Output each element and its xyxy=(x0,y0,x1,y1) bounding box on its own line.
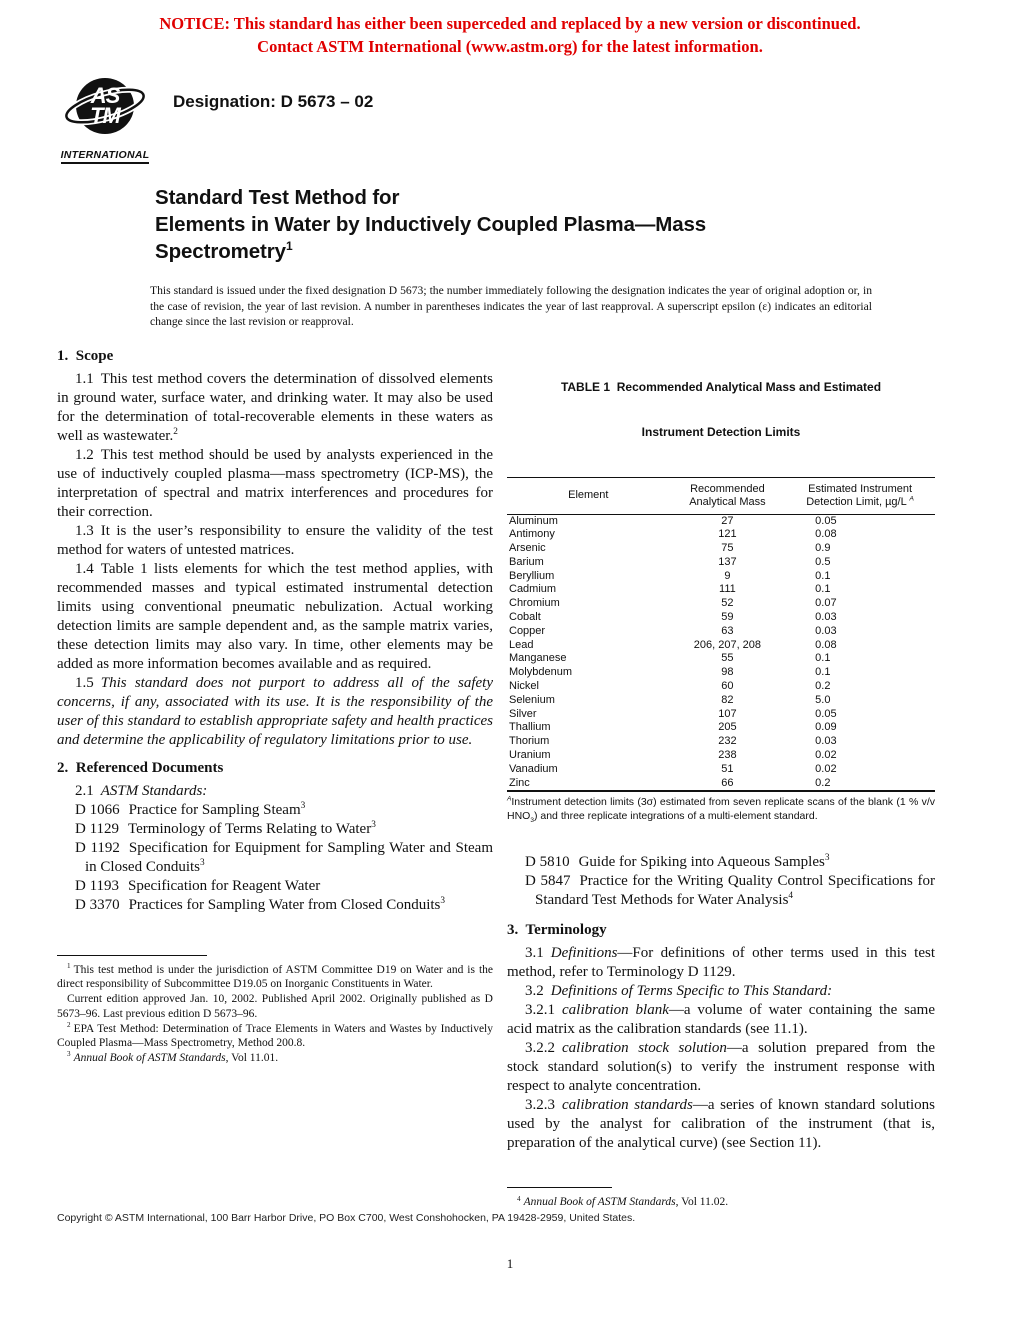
scope-paragraph-1-1: 1.1 This test method covers the determination of dissolved elements in ground water, surface water, and drinking water. It may also be used for the determination of total-recoverable elements in these waters as well as wastewater.$^2$ xyxy=(57,370,493,444)
footnote-ref: 4 xyxy=(788,891,794,902)
table-cell-limit: 0.03 xyxy=(815,611,837,624)
table-cell-limit: 0.03 xyxy=(815,624,837,637)
table-row xyxy=(507,721,935,735)
table-row xyxy=(507,542,935,556)
left-column xyxy=(57,348,493,1211)
footnote-3: $^3$ Annual Book of ASTM Standards, Vol 11.01. xyxy=(67,1050,279,1065)
referenced-subsection: 2.1 ASTM Standards: xyxy=(75,782,208,799)
table-cell-element: Aluminum xyxy=(509,514,558,527)
table-cell-element: Arsenic xyxy=(509,542,546,555)
table-cell-limit: 0.02 xyxy=(815,762,837,775)
issuance-note: This standard is issued under the fixed designation D 5673; the number immediately following the designation indicates the year of original adoption or, in the case of revision, the year of last revision. A number in parentheses indicates the year of last reapproval. A superscript epsilon (ε) indicates an editorial change since the last revision or reapproval. xyxy=(150,284,872,328)
table-row xyxy=(507,570,935,584)
table-row xyxy=(507,708,935,722)
table-footnote: $^A$Instrument detection limits (3σ) estimated from seven replicate scans of the blank (1 % v/v $HNO_3$) and three replicate integrations of a multi-element standard. xyxy=(507,795,935,825)
astm-logo xyxy=(57,76,153,164)
table-cell-element: Antimony xyxy=(509,528,555,541)
table-cell-mass: 205 xyxy=(718,721,737,734)
title-footnote-ref: 1 xyxy=(285,239,293,254)
table-body xyxy=(507,514,935,791)
scope-paragraph-1-5: 1.5 This standard does not purport to address all of the safety concerns, if any, associated with its use. It is the responsibility of the user of this standard to establish appropriate safety and health practices and determine the applicability of regulatory limitations prior to use. xyxy=(57,674,493,748)
table-row xyxy=(507,639,935,653)
table-row xyxy=(507,556,935,570)
footnote-ref: 3 xyxy=(440,895,446,906)
table-cell-limit: 0.1 xyxy=(815,583,831,596)
terminology-item: 3.2 Definitions of Terms Specific to This Standard: xyxy=(525,983,833,1000)
table-cell-limit: 0.05 xyxy=(815,707,837,720)
table-cell-element: Cadmium xyxy=(509,583,557,596)
terminology-list xyxy=(507,944,935,1153)
table-cell-limit: 0.07 xyxy=(815,597,837,610)
document-header xyxy=(0,76,1020,164)
table-cell-element: Beryllium xyxy=(509,569,555,582)
terminology-item: 3.2.3 calibration standards—a series of known standard solutions used by the analyst for calibration of the instrument (that is, preparation of the analytical curve) (see Section 11). xyxy=(507,1097,935,1152)
table-cell-limit: 0.1 xyxy=(815,666,831,679)
table-cell-mass: 9 xyxy=(724,569,731,582)
table-cell-element: Molybdenum xyxy=(509,666,572,679)
designation-text: Designation: D 5673 – 02 xyxy=(173,92,374,111)
scope-paragraph-1-3: 1.3 It is the user’s responsibility to ensure the validity of the test method for waters of untested matrices. xyxy=(57,522,493,558)
right-doc-list xyxy=(507,853,935,910)
title-line-2: Elements in Water by Inductively Coupled Plasma—Mass xyxy=(155,213,707,236)
table-header-limit: Estimated Instrument Detection Limit, µg/L $^A$ xyxy=(785,477,935,514)
table-cell-mass: 59 xyxy=(721,611,734,624)
table-cell-mass: 137 xyxy=(718,555,737,568)
terminology-item: 3.2.2 calibration stock solution—a solution prepared from the stock standard solution(s) to verify the instrument response with respect to analyte concentration. xyxy=(507,1040,935,1095)
table-row xyxy=(507,583,935,597)
notice-line-2: Contact ASTM International (www.astm.org) for the latest information. xyxy=(257,37,763,56)
notice-banner xyxy=(0,0,1020,58)
table-cell-mass: 111 xyxy=(719,583,736,596)
terminology-section xyxy=(507,922,935,1153)
table-cell-mass: 63 xyxy=(721,624,734,637)
table-cell-element: Thallium xyxy=(509,721,551,734)
table-row xyxy=(507,611,935,625)
table-cell-limit: 0.08 xyxy=(815,528,837,541)
scope-paragraph-1-2: 1.2 This test method should be used by analysts experienced in the use of inductively coupled plasma—mass spectrometry (ICP-MS), the interpretation of spectral and matrix interferences and procedures for their correction. xyxy=(57,446,493,520)
table-cell-limit: 0.9 xyxy=(815,542,831,555)
table-cell-mass: 75 xyxy=(721,542,734,555)
table-cell-mass: 52 xyxy=(721,597,734,610)
footnote-ref: 3 xyxy=(200,857,205,868)
doc-item: D 5847 Practice for the Writing Quality Control Specifications for Standard Test Methods for Water Analysis$^4$ xyxy=(525,873,935,909)
table-row xyxy=(507,528,935,542)
table-cell-mass: 98 xyxy=(721,666,734,679)
footnote-ref: 3 xyxy=(300,800,306,811)
notice-line-1: NOTICE: This standard has either been superceded and replaced by a new version or discontinued. xyxy=(159,14,861,33)
table-row xyxy=(507,763,935,777)
copyright-text: Copyright © ASTM International, 100 Barr Harbor Drive, PO Box C700, West Conshohocken, PA 19428-2959, United States. xyxy=(57,1212,636,1224)
referenced-documents-section xyxy=(57,760,493,915)
table-cell-mass: 232 xyxy=(718,735,737,748)
table-cell-element: Thorium xyxy=(509,735,550,748)
table-cell-element: Manganese xyxy=(509,652,567,665)
title-line-3: Spectrometry$^1$ xyxy=(155,239,293,263)
title-line-1: Standard Test Method for xyxy=(155,186,400,209)
table-cell-element: Uranium xyxy=(509,749,551,762)
doc-item: D 1129 Terminology of Terms Relating to Water$^3$ xyxy=(75,819,376,837)
table-row xyxy=(507,735,935,749)
table-cell-mass: 238 xyxy=(718,749,737,762)
table-cell-mass: 66 xyxy=(721,776,734,789)
terminology-item: 3.2.1 calibration blank—a volume of water containing the same acid matrix as the calibration standards (see 11.1). xyxy=(507,1002,935,1038)
doc-item: D 5810 Guide for Spiking into Aqueous Samples$^3$ xyxy=(525,853,830,871)
footnote-ref: 3 xyxy=(824,853,830,864)
referenced-doc-list xyxy=(57,801,493,915)
footnote-ref: 2 xyxy=(173,426,178,437)
scope-section xyxy=(57,348,493,750)
scope-paragraph-1-4: 1.4 Table 1 lists elements for which the test method applies, with recommended masses and typical estimated instrumental detection limits using conventional pneumatic nebulization. Actual working detection limits are sample dependent and, as the sample matrix varies, these detection limits may also vary. In time, other elements may be added as more information becomes available and as required. xyxy=(57,560,493,672)
two-column-body xyxy=(0,348,1020,1211)
doc-item: D 1192 Specification for Equipment for Sampling Water and Steam in Closed Conduits$^3$ xyxy=(75,839,493,875)
doc-item: D 1066 Practice for Sampling Steam$^3$ xyxy=(75,800,306,818)
table-cell-limit: 0.05 xyxy=(815,514,837,527)
table-row xyxy=(507,777,935,792)
table-row xyxy=(507,694,935,708)
terminology-item: 3.1 Definitions—For definitions of other terms used in this test method, refer to Terminology D 1129. xyxy=(507,945,935,981)
table-cell-limit: 0.1 xyxy=(815,652,831,665)
table-header-row xyxy=(507,477,935,514)
table-cell-mass: 27 xyxy=(721,514,734,527)
table-row xyxy=(507,597,935,611)
logo-letters-bottom: TM xyxy=(90,103,120,128)
table-cell-element: Selenium xyxy=(509,693,555,706)
right-footnotes xyxy=(507,1187,935,1210)
left-footnotes xyxy=(57,955,493,1067)
page-number: 1 xyxy=(506,1256,514,1271)
table-cell-element: Vanadium xyxy=(509,762,558,775)
table-cell-mass: 55 xyxy=(721,652,734,665)
table-cell-limit: 0.02 xyxy=(815,749,837,762)
table-title: TABLE 1 Recommended Analytical Mass and Estimated Instrument Detection Limits xyxy=(560,379,882,439)
table-cell-element: Chromium xyxy=(509,597,560,610)
table-cell-element: Barium xyxy=(509,555,544,568)
table-cell-limit: 0.5 xyxy=(815,555,831,568)
table-cell-element: Copper xyxy=(509,624,546,637)
section-heading-terminology: 3. Terminology xyxy=(507,922,607,939)
table-row xyxy=(507,666,935,680)
table-row xyxy=(507,680,935,694)
table-cell-element: Cobalt xyxy=(509,611,541,624)
table-cell-limit: 0.08 xyxy=(815,638,837,651)
footnote-2: $^2$ EPA Test Method: Determination of Trace Elements in Waters and Wastes by Inductively Coupled Plasma—Mass Spectrometry, Method 200.8. xyxy=(57,1020,493,1050)
table-cell-mass: 121 xyxy=(718,528,737,541)
footnote-1: $^1$ This test method is under the jurisdiction of ASTM Committee D19 on Water and is the direct responsibility of Subcommittee D19.05 on Inorganic Constituents in Water. xyxy=(57,961,493,991)
table-cell-mass: 206, 207, 208 xyxy=(693,638,762,651)
table-cell-limit: 0.1 xyxy=(815,569,831,582)
table-cell-element: Nickel xyxy=(509,680,539,693)
doc-item: D 3370 Practices for Sampling Water from Closed Conduits$^3$ xyxy=(75,895,446,913)
logo-letters-top: AS xyxy=(90,83,120,108)
table-cell-limit: 0.09 xyxy=(815,721,837,734)
footnote-4: $^4$ Annual Book of ASTM Standards, Vol 11.02. xyxy=(517,1194,729,1209)
footnote-rule xyxy=(507,1187,612,1188)
table-1 xyxy=(507,350,935,824)
detection-limits-table xyxy=(507,477,935,793)
footnote-ref: 3 xyxy=(371,819,376,830)
footnote-rule xyxy=(57,955,207,956)
table-cell-mass: 51 xyxy=(721,762,734,775)
table-row xyxy=(507,514,935,528)
table-row xyxy=(507,652,935,666)
table-cell-mass: 107 xyxy=(718,707,737,720)
table-cell-mass: 82 xyxy=(721,693,734,706)
table-cell-mass: 60 xyxy=(721,680,734,693)
logo-subtitle: INTERNATIONAL xyxy=(61,149,150,164)
footnote-1-continued: Current edition approved Jan. 10, 2002. Published April 2002. Originally published as D 5673–96. Last previous edition D 5673–96. xyxy=(57,993,493,1020)
table-cell-element: Lead xyxy=(509,638,534,651)
right-column xyxy=(507,348,935,1211)
table-row xyxy=(507,625,935,639)
table-cell-limit: 0.2 xyxy=(815,680,831,693)
table-header-element: Element xyxy=(507,477,670,514)
table-header-mass: Recommended Analytical Mass xyxy=(670,477,786,514)
table-row xyxy=(507,749,935,763)
table-cell-element: Zinc xyxy=(509,776,530,789)
table-cell-element: Silver xyxy=(509,707,537,720)
table-cell-limit: 5.0 xyxy=(815,693,831,706)
table-cell-limit: 0.03 xyxy=(815,735,837,748)
doc-item: D 1193 Specification for Reagent Water xyxy=(75,877,321,894)
astm-globe-icon xyxy=(63,76,147,140)
section-heading-scope: 1. Scope xyxy=(57,347,114,364)
table-cell-limit: 0.2 xyxy=(815,776,831,789)
table-footnote-ref: A xyxy=(909,494,914,502)
section-heading-referenced-documents: 2. Referenced Documents xyxy=(57,759,224,776)
document-title xyxy=(0,184,1020,265)
